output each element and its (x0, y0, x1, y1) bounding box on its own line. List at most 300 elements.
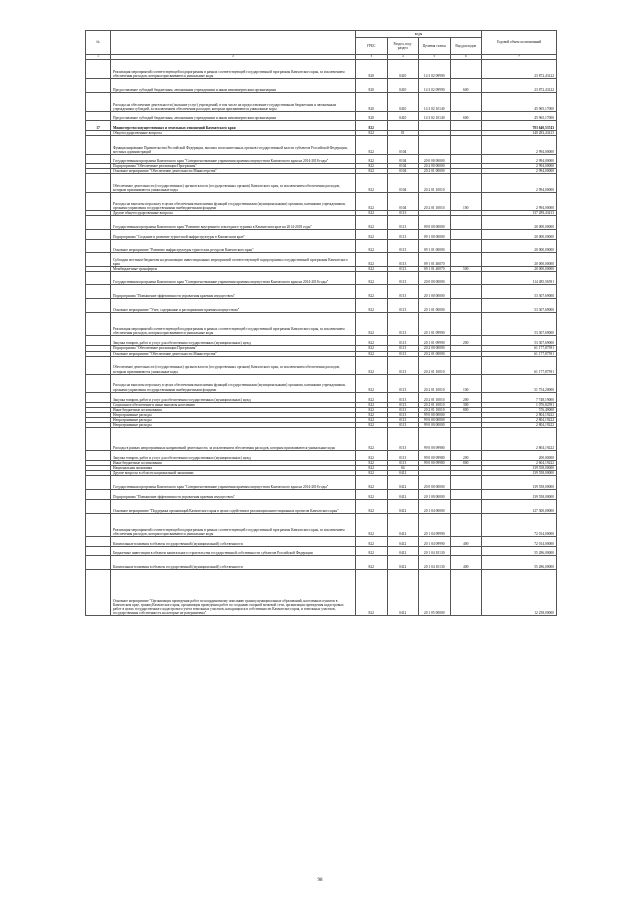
row-sum: 2 994,00000 (482, 169, 557, 174)
row-grbs: 822 (356, 556, 388, 570)
row-number (86, 112, 111, 121)
row-grbs: 822 (356, 500, 388, 514)
table-row (86, 500, 557, 514)
row-razdel: 0113 (387, 336, 419, 346)
row-vid (450, 428, 482, 451)
col-num: 7 (482, 55, 557, 60)
table-row (86, 556, 557, 570)
row-grbs: 822 (356, 211, 388, 216)
row-sum: 200,00000 (482, 451, 557, 461)
row-razdel: 0412 (387, 547, 419, 556)
row-sum: 139 558,00000 (482, 490, 557, 500)
row-vid (450, 490, 482, 500)
row-vid: 800 (450, 407, 482, 412)
row-grbs: 822 (356, 230, 388, 240)
row-vid (450, 476, 482, 490)
row-sum: 137 289,43413 (482, 211, 557, 216)
row-vid (450, 136, 482, 155)
row-grbs: 822 (356, 407, 388, 412)
row-vid: 600 (450, 79, 482, 93)
row-sum: 61 177,87591 (482, 351, 557, 356)
col-num: 4 (387, 55, 419, 60)
row-number (86, 253, 111, 267)
row-grbs: 822 (356, 336, 388, 346)
row-grbs: 820 (356, 79, 388, 93)
row-name: Реализация мероприятий соответствующей подпрограммы в рамках соответствующей государственной программы Камчатского края, за исключением обеспечения расходов, которым присваиваются уникальные коды (111, 60, 356, 79)
row-razdel: 0412 (387, 537, 419, 547)
row-name: Государственная программа Камчатского края "Развитие внутреннего и въездного туризма в Камчатском крае на 2014-2018 годы" (111, 216, 356, 230)
row-celevaya: 09 1 01 40070 (419, 253, 451, 267)
row-grbs: 822 (356, 216, 388, 230)
row-razdel: 01 (387, 131, 419, 136)
row-razdel: 0104 (387, 193, 419, 211)
row-sum: 2 804,19222 (482, 412, 557, 417)
row-celevaya: 20 1 04 09990 (419, 537, 451, 547)
row-name: Государственная программа Камчатского края "Совершенствование управления краевым имуществом Камчатского края на 2014-2018 годы" (111, 155, 356, 164)
table-row (86, 356, 557, 374)
row-razdel: 04 (387, 466, 419, 471)
row-vid: 200 (450, 392, 482, 402)
table-row (86, 93, 557, 112)
row-razdel: 0410 (387, 60, 419, 79)
row-razdel: 0113 (387, 272, 419, 285)
row-celevaya: 20 2 01 10010 (419, 356, 451, 374)
row-razdel: 0410 (387, 112, 419, 121)
row-sum: 72 014,00000 (482, 514, 557, 537)
row-celevaya: 20 1 05 00000 (419, 570, 451, 616)
row-celevaya: 99 0 00 09980 (419, 451, 451, 461)
row-celevaya: 99 0 00 00000 (419, 417, 451, 422)
row-sum: 55 286,00000 (482, 556, 557, 570)
row-vid: 500 (450, 267, 482, 272)
col-num: 1 (86, 55, 111, 60)
table-row (86, 230, 557, 240)
row-name: Основное мероприятие "Обеспечение деятельности Министерства" (111, 351, 356, 356)
row-sum: 2 604,19222 (482, 461, 557, 466)
row-sum: 53 307,69000 (482, 313, 557, 336)
table-row (86, 253, 557, 267)
budget-table-page (85, 30, 557, 616)
row-razdel: 0113 (387, 412, 419, 417)
row-celevaya: 14 3 02 09990 (419, 60, 451, 79)
row-number (86, 230, 111, 240)
row-number (86, 336, 111, 346)
row-name: Закупка товаров, работ и услуг для обеспечения государственных (муниципальных) нужд (111, 392, 356, 402)
row-razdel: 0113 (387, 374, 419, 392)
row-grbs: 822 (356, 417, 388, 422)
row-name: Обеспечение деятельности (государственных) органов власти (государственных органов) Камчатского края, за исключением обеспечения расходов, которым присваиваются уникальные коды (111, 356, 356, 374)
row-grbs: 822 (356, 155, 388, 164)
row-celevaya: 20 2 01 10010 (419, 374, 451, 392)
col-header-no: № (86, 31, 111, 55)
table-row (86, 537, 557, 547)
row-celevaya: 99 0 00 00000 (419, 412, 451, 417)
row-sum: 140 283,43413 (482, 131, 557, 136)
row-sum: 20 000,00000 (482, 216, 557, 230)
row-razdel: 0113 (387, 253, 419, 267)
table-row (86, 336, 557, 346)
row-vid: 600 (450, 112, 482, 121)
row-razdel: 0113 (387, 346, 419, 351)
row-sum: 2 804,19222 (482, 423, 557, 428)
row-name: Непрограммные расходы (111, 412, 356, 417)
row-celevaya: 20 0 00 00000 (419, 272, 451, 285)
row-sum: 139 558,00000 (482, 466, 557, 471)
row-sum: 139 558,00000 (482, 471, 557, 476)
row-celevaya: 20 1 04 00000 (419, 500, 451, 514)
row-name: Капитальные вложения в объекты государственной (муниципальной) собственности (111, 537, 356, 547)
row-grbs: 822 (356, 164, 388, 169)
row-grbs: 822 (356, 136, 388, 155)
row-vid (450, 93, 482, 112)
row-number (86, 392, 111, 402)
row-sum: 2 804,19222 (482, 417, 557, 422)
row-razdel: 0104 (387, 169, 419, 174)
row-razdel: 0113 (387, 451, 419, 461)
row-number (86, 537, 111, 547)
row-razdel: 0113 (387, 351, 419, 356)
row-razdel: 0412 (387, 514, 419, 537)
row-celevaya: 99 0 00 09980 (419, 428, 451, 451)
table-row (86, 490, 557, 500)
row-number (86, 136, 111, 155)
table-row (86, 451, 557, 461)
row-grbs: 822 (356, 169, 388, 174)
col-header-vid: Вид расходов (450, 38, 482, 55)
row-name: Предоставление субсидий бюджетным, автономным учреждениям и иным некоммерческим организациям (111, 112, 356, 121)
row-celevaya: 20 0 00 00000 (419, 155, 451, 164)
row-name: Основное мероприятие "Развитие инфраструктуры туристских ресурсов Камчатского края" (111, 240, 356, 253)
row-razdel: 0113 (387, 216, 419, 230)
row-sum: 23 872,43122 (482, 79, 557, 93)
row-sum: 53 307,69000 (482, 336, 557, 346)
col-header-obem: Годовой объем ассигнований (482, 31, 557, 55)
col-num: 6 (450, 55, 482, 60)
row-grbs: 822 (356, 466, 388, 471)
row-grbs: 822 (356, 356, 388, 374)
row-vid: 400 (450, 556, 482, 570)
row-razdel: 0113 (387, 313, 419, 336)
row-name: Расходы на обеспечение деятельности (оказание услуг) учреждений, в том числе на предоставление государственным бюджетным и автономным учреждениям субсидий, за исключением обеспечения расходов, которым присваиваются уникальные коды (111, 93, 356, 112)
row-grbs: 822 (356, 451, 388, 461)
row-number (86, 60, 111, 79)
row-celevaya: 14 3 02 09990 (419, 79, 451, 93)
row-vid (450, 230, 482, 240)
row-vid (450, 272, 482, 285)
row-razdel: 0113 (387, 428, 419, 451)
table-row (86, 174, 557, 193)
row-grbs: 822 (356, 346, 388, 351)
row-sum: 45 965,17000 (482, 112, 557, 121)
row-name: Государственная программа Камчатского края "Совершенствование управления краевым имуществом Камчатского края на 2014-2018 годы" (111, 476, 356, 490)
row-celevaya: 99 0 00 09980 (419, 461, 451, 466)
table-row (86, 476, 557, 490)
row-sum: 55 286,00000 (482, 547, 557, 556)
budget-table (85, 30, 557, 616)
row-vid: 400 (450, 537, 482, 547)
row-celevaya: 20 1 01 00000 (419, 299, 451, 313)
row-name: Другие вопросы в области национальной экономики (111, 471, 356, 476)
row-number (86, 428, 111, 451)
row-sum: 2 804,19222 (482, 428, 557, 451)
row-celevaya: 14 3 02 10140 (419, 93, 451, 112)
row-name: Подпрограмма "Обеспечение реализации Программы" (111, 164, 356, 169)
row-razdel: 0410 (387, 93, 419, 112)
table-row (86, 547, 557, 556)
row-sum: 45 965,17000 (482, 93, 557, 112)
col-num: 5 (419, 55, 451, 60)
row-sum: 139 558,00000 (482, 476, 557, 490)
row-sum: 20 000,00000 (482, 253, 557, 267)
row-sum: 53 307,69000 (482, 285, 557, 299)
row-name: Бюджетные инвестиции в объекты капитального строительства государственной собственности субъектов Российской Федерации (111, 547, 356, 556)
row-grbs: 822 (356, 402, 388, 407)
row-grbs: 822 (356, 392, 388, 402)
row-celevaya (419, 136, 451, 155)
table-row (86, 155, 557, 164)
row-razdel: 0410 (387, 79, 419, 93)
row-celevaya: 20 0 00 00000 (419, 476, 451, 490)
row-grbs: 822 (356, 570, 388, 616)
table-row (86, 374, 557, 392)
row-name: Расходы на выплаты персоналу в целях обеспечения выполнения функций государственными (муниципальными) органами, казенными учреждениями, органами управления государственными внебюджетными фондами (111, 193, 356, 211)
row-sum: 783 640,53743 (482, 121, 557, 131)
row-sum: 114 485,56591 (482, 272, 557, 285)
table-row (86, 79, 557, 93)
row-vid: 100 (450, 374, 482, 392)
row-razdel: 0412 (387, 500, 419, 514)
row-grbs: 822 (356, 351, 388, 356)
row-vid: 100 (450, 193, 482, 211)
row-razdel: 0113 (387, 267, 419, 272)
row-sum: 127 300,00000 (482, 500, 557, 514)
row-number (86, 79, 111, 93)
row-razdel: 0113 (387, 461, 419, 466)
row-celevaya: 20 2 01 10010 (419, 392, 451, 402)
row-sum: 2 994,00000 (482, 174, 557, 193)
table-row (86, 193, 557, 211)
row-celevaya (419, 121, 451, 131)
row-vid (450, 155, 482, 164)
row-sum: 72 014,00000 (482, 537, 557, 547)
row-name: Предоставление субсидий бюджетным, автономным учреждениям и иным некоммерческим организациям (111, 79, 356, 93)
row-grbs: 820 (356, 93, 388, 112)
row-name: Капитальные вложения в объекты государственной (муниципальной) собственности (111, 556, 356, 570)
row-sum: 7 748,19000 (482, 392, 557, 402)
row-grbs: 822 (356, 547, 388, 556)
row-razdel: 0113 (387, 211, 419, 216)
col-num: 3 (356, 55, 388, 60)
row-number (86, 547, 111, 556)
row-vid (450, 240, 482, 253)
row-razdel: 0113 (387, 402, 419, 407)
row-razdel: 0113 (387, 392, 419, 402)
row-sum: 12 258,00000 (482, 570, 557, 616)
row-number (86, 476, 111, 490)
row-vid (450, 216, 482, 230)
row-grbs: 822 (356, 461, 388, 466)
row-name: Закупка товаров, работ и услуг для обеспечения государственных (муниципальных) нужд (111, 451, 356, 461)
row-celevaya: 20 2 00 00000 (419, 346, 451, 351)
row-razdel: 0412 (387, 476, 419, 490)
row-name: Обеспечение деятельности (государственных) органов власти (государственных органов) Камчатского края, за исключением обеспечения расходов, которым присваиваются уникальные коды (111, 174, 356, 193)
row-number (86, 216, 111, 230)
row-name: Подпрограмма "Создание и развитие туристской инфраструктуры в Камчатском крае" (111, 230, 356, 240)
table-row (86, 121, 557, 131)
row-number (86, 299, 111, 313)
row-name: Реализация мероприятий соответствующей подпрограммы в рамках соответствующей государственной программы Камчатского края, за исключением обеспечения расходов, которым присваиваются уникальные коды (111, 514, 356, 537)
row-celevaya: 20 2 01 10010 (419, 407, 451, 412)
row-number (86, 490, 111, 500)
row-razdel (387, 121, 419, 131)
row-grbs: 822 (356, 423, 388, 428)
row-number (86, 193, 111, 211)
row-number (86, 556, 111, 570)
table-row (86, 112, 557, 121)
page-number: 98 (317, 878, 323, 883)
row-number (86, 514, 111, 537)
row-grbs: 822 (356, 267, 388, 272)
row-vid (450, 570, 482, 616)
row-number (86, 285, 111, 299)
row-name: Государственная программа Камчатского края "Совершенствование управления краевым имуществом Камчатского края на 2014-2018 годы" (111, 272, 356, 285)
row-name: Общегосударственные вопросы (111, 131, 356, 136)
row-sum: 20 000,00000 (482, 267, 557, 272)
row-celevaya: 20 1 04 10130 (419, 547, 451, 556)
row-grbs: 822 (356, 121, 388, 131)
row-name: Основное мероприятие "Организация проведения работ по координатному описанию границ муниципальных образований, населенных пунктов в Камчатском крае, границ Камчатского края, организация проведения работ по созданию опорной межевой сети, организация проведения кадастровых работ в целях государственного кадастрового учета земельных участков, находящихся в собственности Камчатского края, и земельных участков, государственная собственность на которые не разграничена" (111, 570, 356, 616)
row-razdel: 0113 (387, 356, 419, 374)
row-razdel: 0412 (387, 490, 419, 500)
row-number (86, 500, 111, 514)
row-name: Министерство имущественных и земельных отношений Камчатского края (111, 121, 356, 131)
row-name: Иные бюджетные ассигнования (111, 461, 356, 466)
row-razdel: 0113 (387, 417, 419, 422)
row-sum: 2 994,00000 (482, 155, 557, 164)
row-vid: 200 (450, 336, 482, 346)
row-celevaya: 20 2 01 10010 (419, 174, 451, 193)
row-celevaya: 20 1 04 09990 (419, 514, 451, 537)
row-celevaya: 20 1 04 10130 (419, 556, 451, 570)
row-name: Иные бюджетные ассигнования (111, 407, 356, 412)
row-sum: 53 307,69000 (482, 299, 557, 313)
row-sum: 576,49000 (482, 407, 557, 412)
row-name: Субсидии местным бюджетам на реализацию инвестиционных мероприятий соответствующей подпрограммы государственной программы Камчатского края (111, 253, 356, 267)
row-razdel: 0104 (387, 136, 419, 155)
row-number (86, 93, 111, 112)
row-vid (450, 356, 482, 374)
row-grbs: 822 (356, 299, 388, 313)
row-vid (450, 174, 482, 193)
row-celevaya: 20 2 01 10010 (419, 402, 451, 407)
row-vid (450, 547, 482, 556)
row-name: Расходы в рамках непрограммных направлений деятельности, за исключением обеспечения расходов, которым присваиваются уникальные коды (111, 428, 356, 451)
row-celevaya: 09 0 00 00000 (419, 216, 451, 230)
row-celevaya: 99 0 00 00000 (419, 423, 451, 428)
row-name: Другие общегосударственные вопросы (111, 211, 356, 216)
row-sum: 23 872,43122 (482, 60, 557, 79)
row-grbs: 822 (356, 131, 388, 136)
row-name: Национальная экономика (111, 466, 356, 471)
table-row (86, 240, 557, 253)
row-razdel: 0113 (387, 423, 419, 428)
table-row (86, 216, 557, 230)
row-grbs: 822 (356, 285, 388, 299)
row-name: Расходы на выплаты персоналу в целях обеспечения выполнения функций государственными (муниципальными) органами, казенными учреждениями, органами управления государственными внебюджетными фондами (111, 374, 356, 392)
row-name: Основное мероприятие "Обеспечение деятельности Министерства" (111, 169, 356, 174)
row-sum: 20 000,00000 (482, 240, 557, 253)
row-number (86, 155, 111, 164)
row-razdel: 0412 (387, 570, 419, 616)
row-razdel: 0113 (387, 285, 419, 299)
row-sum: 2 994,00000 (482, 193, 557, 211)
row-grbs: 822 (356, 428, 388, 451)
row-razdel: 0113 (387, 299, 419, 313)
row-name: Непрограммные расходы (111, 417, 356, 422)
row-grbs: 822 (356, 514, 388, 537)
row-celevaya: 20 2 01 10010 (419, 193, 451, 211)
row-number (86, 272, 111, 285)
row-number (86, 570, 111, 616)
row-number (86, 313, 111, 336)
row-celevaya: 20 1 01 09990 (419, 336, 451, 346)
row-number (86, 240, 111, 253)
row-grbs: 822 (356, 374, 388, 392)
row-celevaya: 09 1 01 40070 (419, 267, 451, 272)
col-header-razdel: Раздел, под-раздел (387, 38, 419, 55)
row-grbs: 820 (356, 60, 388, 79)
row-grbs: 822 (356, 490, 388, 500)
row-grbs: 820 (356, 112, 388, 121)
row-celevaya: 09 1 00 00000 (419, 230, 451, 240)
row-grbs: 822 (356, 253, 388, 267)
row-name: Закупка товаров, работ и услуг для обеспечения государственных (муниципальных) нужд (111, 336, 356, 346)
row-number (86, 374, 111, 392)
table-row (86, 272, 557, 285)
row-razdel: 0104 (387, 174, 419, 193)
row-sum: 1 076,82591 (482, 402, 557, 407)
row-razdel: 0104 (387, 164, 419, 169)
row-vid (450, 253, 482, 267)
row-vid (450, 285, 482, 299)
row-name: Функционирование Правительства Российской Федерации, высших исполнительных органов государственной власти субъектов Российской Федерации, местных администраций (111, 136, 356, 155)
row-grbs: 822 (356, 537, 388, 547)
row-name: Социальное обеспечение и иные выплаты населению (111, 402, 356, 407)
row-name: Подпрограмма "Повышение эффективности управления краевым имуществом" (111, 285, 356, 299)
table-row (86, 392, 557, 402)
row-vid (450, 299, 482, 313)
row-number (86, 356, 111, 374)
row-celevaya: 20 1 00 00000 (419, 285, 451, 299)
row-celevaya: 20 2 00 00000 (419, 164, 451, 169)
row-celevaya: 09 1 01 00000 (419, 240, 451, 253)
budget-rows (86, 60, 557, 616)
row-vid: 800 (450, 461, 482, 466)
row-sum: 61 177,87591 (482, 356, 557, 374)
row-number: 17 (86, 121, 111, 131)
table-row (86, 514, 557, 537)
row-vid: 200 (450, 451, 482, 461)
row-name: Реализация мероприятий соответствующей подпрограммы в рамках соответствующей государственной программы Камчатского края, за исключением обеспечения расходов, которым присваиваются уникальные коды (111, 313, 356, 336)
col-header-celevaya: Целевая статья (419, 38, 451, 55)
col-header-grbs: ГРБС (356, 38, 388, 55)
row-grbs: 822 (356, 193, 388, 211)
row-vid (450, 514, 482, 537)
row-razdel: 0412 (387, 471, 419, 476)
row-celevaya: 20 2 01 00000 (419, 169, 451, 174)
table-row (86, 299, 557, 313)
row-name: Непрограммные расходы (111, 423, 356, 428)
